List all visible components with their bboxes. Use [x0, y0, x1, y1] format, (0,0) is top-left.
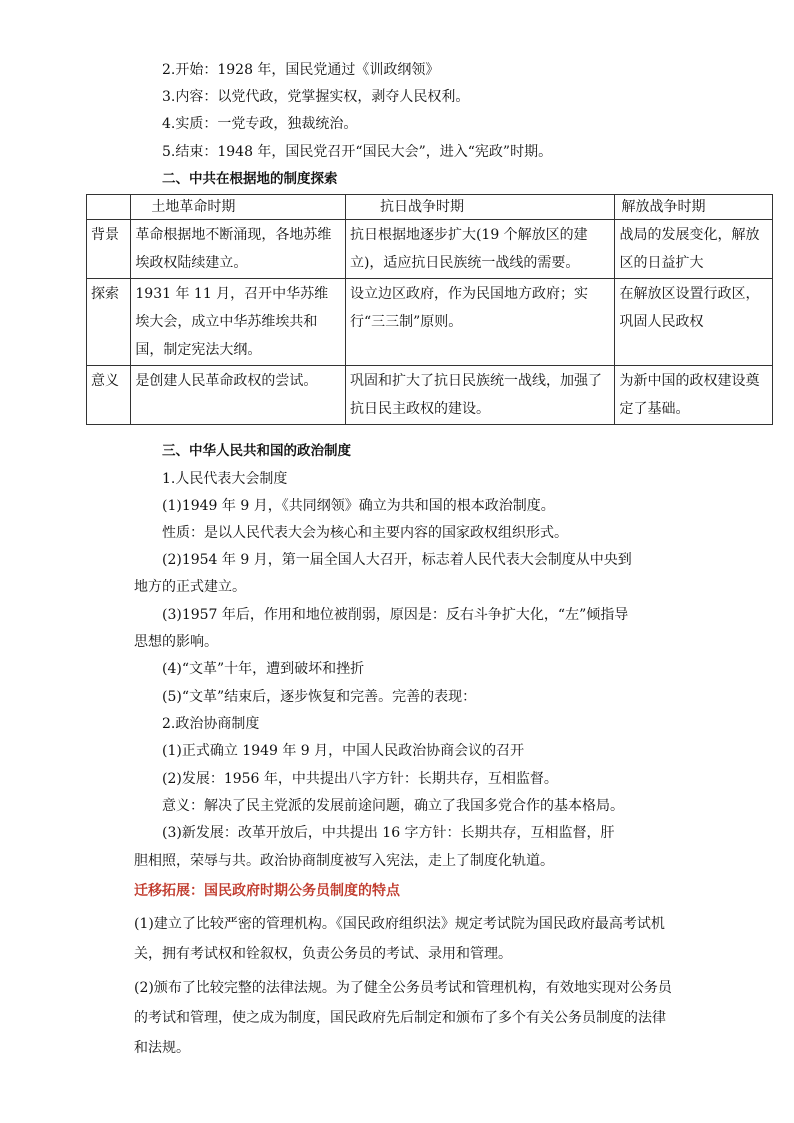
- sec1-line: 2.开始：1928 年，国民党通过《训政纲领》: [162, 62, 440, 78]
- row-label: 探索: [87, 279, 131, 366]
- table-row: [87, 220, 773, 279]
- table-cell: 抗日根据地逐步扩大(19 个解放区的建立)，适应抗日民族统一战线的需要。: [345, 220, 615, 279]
- sec3-line: (1)1949 年 9 月，《共同纲领》确立为共和国的根本政治制度。: [162, 498, 555, 514]
- table-header-row: [87, 195, 773, 220]
- sec3-line: (4)“文革”十年，遭到破坏和挫折: [162, 661, 365, 677]
- section-heading-2: 二、中共在根据地的制度探索: [162, 171, 338, 187]
- sec1-line: 5.结束：1948 年，国民党召开“国民大会”，进入“宪政”时期。: [162, 144, 553, 160]
- extension-heading: 迁移拓展：国民政府时期公务员制度的特点: [134, 883, 400, 899]
- table-header-cell: 土地革命时期: [131, 195, 346, 220]
- sec3-line: (2)1954 年 9 月，第一届全国人大召开，标志着人民代表大会制度从中央到: [162, 552, 632, 568]
- ext-line: 和法规。: [134, 1040, 190, 1056]
- sec3-line: 2.政治协商制度: [162, 716, 260, 732]
- table-cell: 革命根据地不断涌现，各地苏维埃政权陆续建立。: [131, 220, 346, 279]
- ext-line: (1)建立了比较严密的管理机构。《国民政府组织法》规定考试院为国民政府最高考试机: [134, 916, 665, 932]
- table-cell: 1931 年 11 月，召开中华苏维埃大会，成立中华苏维埃共和国，制定宪法大纲。: [131, 279, 346, 366]
- table-cell: 战局的发展变化，解放区的日益扩大: [615, 220, 773, 279]
- table-cell: 为新中国的政权建设奠定了基础。: [615, 366, 773, 425]
- sec3-line: (3)1957 年后，作用和地位被削弱，原因是：反右斗争扩大化，“左”倾指导: [162, 607, 629, 623]
- table-cell: 设立边区政府，作为民国地方政府；实行“三三制”原则。: [345, 279, 615, 366]
- table-row: [87, 279, 773, 366]
- sec3-line: 地方的正式建立。: [134, 579, 246, 595]
- section-heading-3: 三、中华人民共和国的政治制度: [162, 443, 351, 459]
- row-label: 意义: [87, 366, 131, 425]
- sec3-line: (2)发展：1956 年，中共提出八字方针：长期共存，互相监督。: [162, 771, 558, 787]
- base-areas-table: [86, 194, 773, 425]
- table-cell: 是创建人民革命政权的尝试。: [131, 366, 346, 425]
- sec3-line: 意义：解决了民主党派的发展前途问题，确立了我国多党合作的基本格局。: [162, 798, 624, 814]
- table-header-cell: 抗日战争时期: [345, 195, 615, 220]
- sec3-line: 1.人民代表大会制度: [162, 471, 288, 487]
- ext-line: 的考试和管理，使之成为制度，国民政府先后制定和颁布了多个有关公务员制度的法律: [134, 1010, 666, 1026]
- row-label: 背景: [87, 220, 131, 279]
- sec3-line: 性质：是以人民代表大会为核心和主要内容的国家政权组织形式。: [162, 525, 568, 541]
- sec3-line: 思想的影响。: [134, 634, 218, 650]
- table-cell: 在解放区设置行政区，巩固人民政权: [615, 279, 773, 366]
- sec3-line: (3)新发展：改革开放后，中共提出 16 字方针：长期共存，互相监督，肝: [162, 825, 615, 841]
- sec3-line: 胆相照，荣辱与共。政治协商制度被写入宪法，走上了制度化轨道。: [134, 853, 554, 869]
- ext-line: (2)颁布了比较完整的法律法规。为了健全公务员考试和管理机构，有效地实现对公务员: [134, 980, 672, 996]
- sec1-line: 3.内容：以党代政，党掌握实权，剥夺人民权利。: [162, 89, 470, 105]
- table-row: [87, 366, 773, 425]
- ext-line: 关，拥有考试权和铨叙权，负责公务员的考试、录用和管理。: [134, 946, 512, 962]
- table-cell: 巩固和扩大了抗日民族统一战线，加强了抗日民主政权的建设。: [345, 366, 615, 425]
- sec3-line: (5)“文革”结束后，逐步恢复和完善。完善的表现：: [162, 689, 477, 705]
- table-header-cell: 解放战争时期: [615, 195, 773, 220]
- table-header-cell: [87, 195, 131, 220]
- sec3-line: (1)正式确立 1949 年 9 月，中国人民政治协商会议的召开: [162, 743, 525, 759]
- sec1-line: 4.实质：一党专政，独裁统治。: [162, 116, 358, 132]
